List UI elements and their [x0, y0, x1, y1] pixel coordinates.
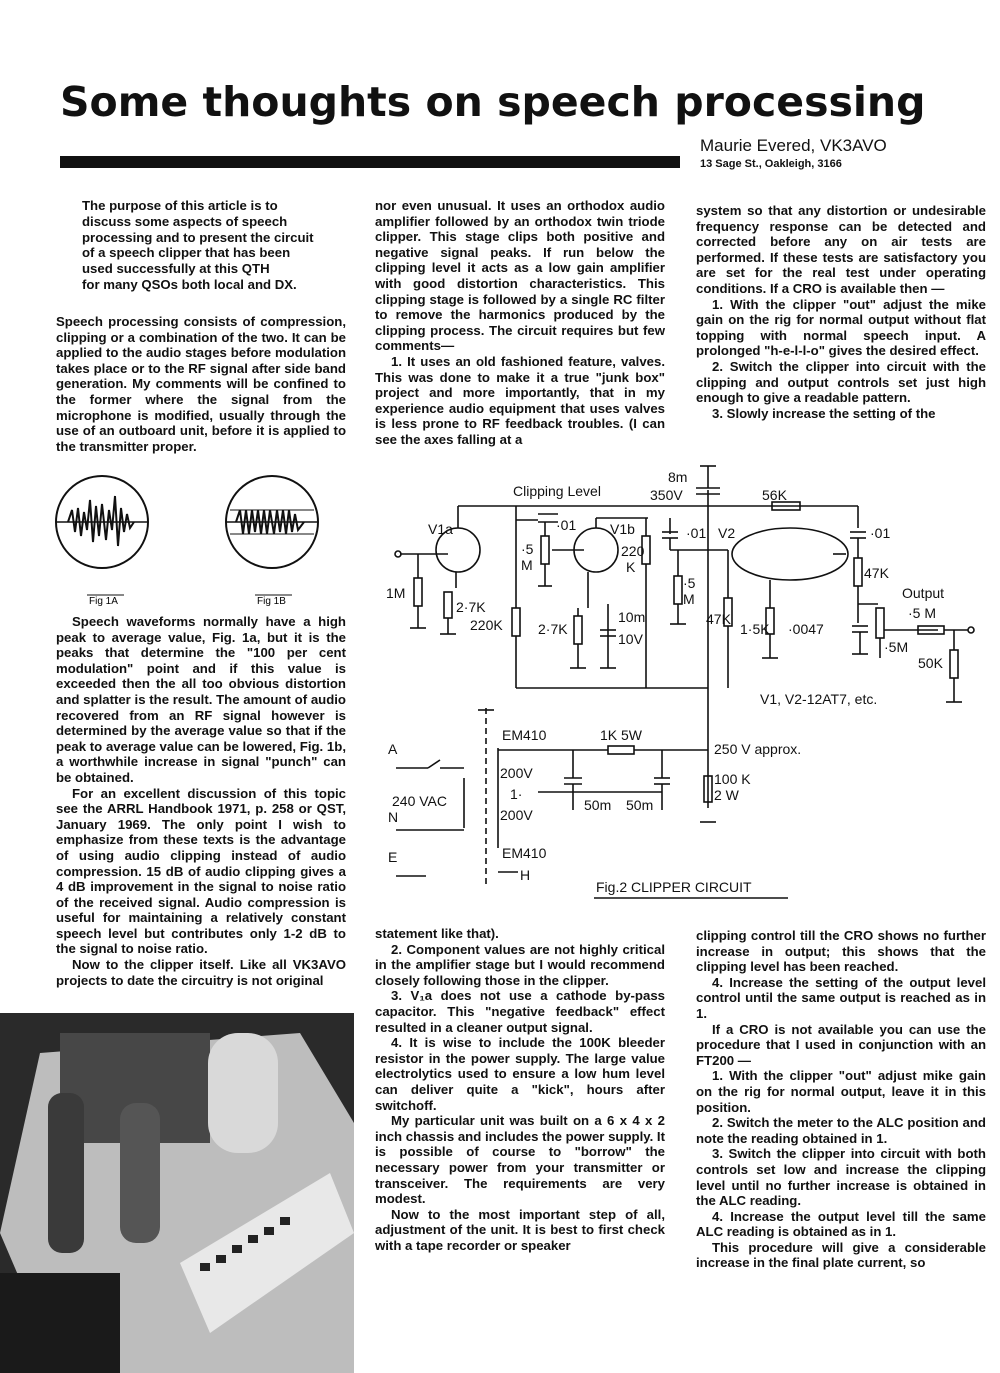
- paragraph: Speech waveforms normally have a high peak to average value, Fig. 1a, but it is the peaks that determine the "100 per cent modulation" point and if this value is exceeded then the all too obvious distortion and splatter is the result. The amount of audio recovered from an RF signal however is determined by the average value so that if the peak to average value can be lowered, Fig. 1b, a worthwhile increase in signal "punch" can be obtained.: [56, 614, 346, 785]
- label-100k: 100 K: [714, 771, 751, 787]
- label-a: A: [388, 741, 398, 757]
- label-47k-a: 47K: [706, 611, 731, 627]
- label-pot-5: ·5: [521, 541, 534, 557]
- valve-v2: [732, 528, 848, 580]
- paragraph: 1. With the clipper "out" adjust mike gain on the rig for normal output, leave it in this position.: [696, 1068, 986, 1115]
- label-8m: 8m: [668, 469, 688, 485]
- label-v1a: V1a: [428, 521, 453, 537]
- label-2-7k-b: 2·7K: [538, 621, 568, 637]
- author-name: Maurie Evered, VK3AVO: [700, 136, 887, 155]
- label-c01-c: ·01: [870, 525, 891, 541]
- paragraph: 2. Component values are not highly critical in the amplifier stage but I would recommend closely following those in the clipper.: [375, 941, 665, 988]
- label-h: H: [520, 867, 531, 883]
- column-2-top: [375, 198, 665, 448]
- label-240vac: 240 VAC: [392, 793, 447, 809]
- label-50k: 50K: [918, 655, 943, 671]
- intro-line: The purpose of this article is to: [82, 198, 278, 213]
- label-50m-a: 50m: [584, 797, 612, 813]
- paragraph: clipping control till the CRO shows no further increase in output; this shows that the clipping level has been reached.: [696, 928, 986, 975]
- label-clipping-level: Clipping Level: [513, 483, 601, 499]
- label-valves: V1, V2-12AT7, etc.: [760, 691, 878, 707]
- intro-block: [82, 198, 334, 293]
- label-r5-m: M: [683, 591, 695, 607]
- column-3-bottom: [696, 928, 986, 1271]
- label-1k5w: 1K 5W: [600, 727, 643, 743]
- label-2-7k-a: 2·7K: [456, 599, 486, 615]
- paragraph: nor even unusual. It uses an orthodox audio amplifier followed by an orthodox twin triode clipper. This stage clips both positive and negative signal peaks. If run below the clipping level it acts as a low gain amplifier with good distortion characteristics. This clipping stage is followed by a single RC filter to remove the harmonics produced by the clipping process. The circuit requires but few comments—: [375, 198, 665, 354]
- intro-line: used successfully at this QTH: [82, 261, 270, 277]
- label-em410-a: EM410: [502, 727, 547, 743]
- label-pot-m: M: [521, 557, 533, 573]
- label-0047: ·0047: [788, 621, 824, 637]
- label-v1b: V1b: [610, 521, 635, 537]
- label-out-5m-b: ·5M: [884, 639, 909, 655]
- fig-1a-label: Fig 1A: [89, 596, 118, 607]
- column-2-bottom: [375, 926, 665, 1253]
- label-one: 1·: [510, 786, 523, 802]
- intro-line: discuss some aspects of speech: [82, 213, 288, 229]
- circuit-caption: Fig.2 CLIPPER CIRCUIT: [596, 879, 752, 895]
- column-1-top: [56, 314, 346, 454]
- paragraph: system so that any distortion or undesirable frequency response can be detected and corrected before any on air tests are performed. If these tests are satisfactory you are set for the real test under operating conditions. If a CRO is available then —: [696, 203, 986, 296]
- label-220-k: K: [626, 559, 636, 575]
- paragraph: 2. Switch the clipper into circuit with the clipping and output controls set just high enough to give a readable pattern.: [696, 358, 986, 406]
- label-2w: 2 W: [714, 787, 739, 803]
- label-1-5k: 1·5K: [740, 621, 770, 637]
- paragraph: Speech processing consists of compression, clipping or a combination of the two. It can be applied to the audio stages before modulation takes place or to the RF signal after side band generation. My comments will be confined to the former where the signal from the microphone is modified, usually through the use of an outboard unit, before it is applied to the transmitter proper.: [56, 314, 346, 454]
- paragraph: 3. V₁a does not use a cathode by-pass capacitor. This "negative feedback" effect resulted in a cleaner output signal.: [375, 988, 665, 1035]
- label-n: N: [388, 809, 399, 825]
- paragraph: 1. It uses an old fashioned feature, valves. This was done to make it a true "junk box" project and more importantly, that in my experience audio equipment that uses valves is less prone to RF feedback troubles. (I can see the axes falling at a: [375, 353, 665, 447]
- label-56k: 56K: [762, 487, 787, 503]
- paragraph: statement like that).: [375, 926, 499, 941]
- label-e: E: [388, 849, 398, 865]
- column-3-top: [696, 203, 986, 421]
- clipper-circuit-diagram: [378, 458, 988, 908]
- figure-1-waveforms: [54, 470, 344, 610]
- label-c01-b: ·01: [686, 525, 707, 541]
- label-200v-a: 200V: [500, 765, 533, 781]
- paragraph: 3. Switch the clipper into circuit with both controls set low and increase the clipping level until no further increase is obtained in the ALC reading.: [696, 1146, 986, 1209]
- title-rule: [60, 156, 680, 168]
- paragraph: If a CRO is not available you can use the procedure that I used in conjunction with an FT200 —: [696, 1021, 986, 1068]
- label-r5-a: ·5: [683, 575, 696, 591]
- label-50m-b: 50m: [626, 797, 654, 813]
- label-220k: 220K: [470, 617, 503, 633]
- paragraph: 4. Increase the output level till the same ALC reading is obtained as in 1.: [696, 1208, 986, 1240]
- paragraph: 4. It is wise to include the 100K bleeder resistor in the power supply. The large value electrolytics used to ensure a low hum level can deliver quite a "kick", hours after switchoff.: [375, 1035, 665, 1113]
- clipper-unit-photo: [0, 1013, 354, 1373]
- label-output: Output: [902, 585, 945, 601]
- fig-1b-label: Fig 1B: [257, 596, 286, 607]
- label-10m: 10m: [618, 609, 646, 625]
- label-350v: 350V: [650, 487, 683, 503]
- label-em410-b: EM410: [502, 845, 547, 861]
- label-10v: 10V: [618, 631, 643, 647]
- paragraph: Now to the most important step of all, adjustment of the unit. It is best to first check with a tape recorder or speaker: [375, 1206, 665, 1253]
- label-c01-a: ·01: [556, 517, 577, 533]
- label-220: 220: [621, 543, 645, 559]
- intro-line: of a speech clipper that has been: [82, 245, 291, 261]
- paragraph: This procedure will give a considerable increase in the final plate current, so: [696, 1239, 986, 1271]
- label-47k-b: 47K: [864, 565, 889, 581]
- paragraph: 2. Switch the meter to the ALC position and note the reading obtained in 1.: [696, 1115, 986, 1146]
- waveform-a: [68, 496, 134, 546]
- intro-line: for many QSOs both local and DX.: [82, 276, 297, 292]
- intro-line: processing and to present the circuit: [82, 229, 314, 245]
- paragraph: 3. Slowly increase the setting of the: [712, 405, 936, 421]
- paragraph: 1. With the clipper "out" adjust the mike gain on the rig for normal output without flat topping with normal speech input. A prolonged "h-e-l-l-o" gives the desired effect.: [696, 296, 986, 359]
- label-250v: 250 V approx.: [714, 741, 802, 757]
- paragraph: My particular unit was built on a 6 x 4 x 2 inch chassis and includes the power supply. It is possible of course to "borrow" the necessary power from your transmitter or transceiver. The requirements are very modest.: [375, 1113, 665, 1207]
- label-out-5m-a: ·5 M: [908, 605, 936, 621]
- paragraph: 4. Increase the setting of the output level control until the same output is reached as in 1.: [696, 974, 986, 1021]
- paragraph: Now to the clipper itself. Like all VK3AVO projects to date the circuitry is not original: [56, 957, 346, 988]
- article-title: Some thoughts on speech processing: [60, 78, 926, 126]
- author-address: 13 Sage St., Oakleigh, 3166: [700, 158, 842, 170]
- paragraph: For an excellent discussion of this topic see the ARRL Handbook 1971, p. 258 or QST, January 1969. The only point I wish to emphasize from these texts is the advantage of using audio clipping instead of audio compression. 15 dB of audio clipping gives a 4 dB improvement in the signal to noise ratio of the received signal. Audio compression is useful for maintaining a relatively constant speech level but contributes only 1-2 dB to the signal to noise ratio.: [56, 785, 346, 957]
- label-1m: 1M: [386, 585, 406, 601]
- label-200v-b: 200V: [500, 807, 533, 823]
- column-1-bottom: [56, 614, 346, 988]
- label-v2: V2: [718, 525, 736, 541]
